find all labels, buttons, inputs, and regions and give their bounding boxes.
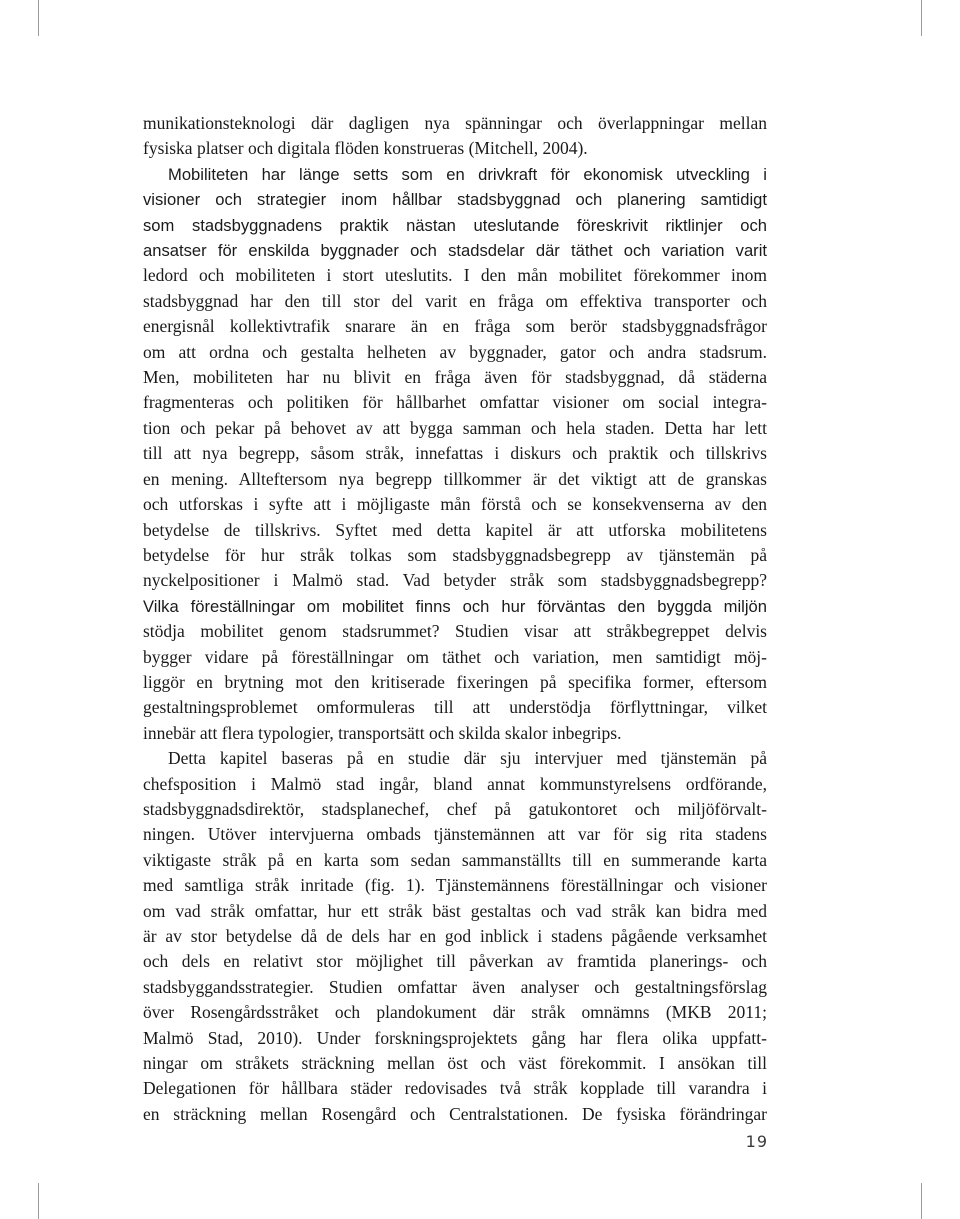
text-line: stadsbyggnad har den till stor del varit en fråga om effektiva transporter och [143,290,767,311]
text-line: nyckelpositioner i Malmö stad. Vad betyder stråk som stadsbyggnadsbegrepp? [143,570,767,591]
text-line: ningen. Utöver intervjuerna ombads tjänstemännen att var för sig rita stadens [143,824,767,845]
text-line: en sträckning mellan Rosengård och Centralstationen. De fysiska förändringar [143,1103,767,1124]
text-line: med samtliga stråk inritade (fig. 1). Tjänstemännens föreställningar och visioner [143,875,767,896]
crop-mark-bottom-right [921,1183,922,1219]
text-line: tion och pekar på behovet av att bygga samman och hela staden. Detta har lett [143,417,767,438]
text-line: är av stor betydelse då de dels har en god inblick i stadens pågående verksamhet [143,926,767,946]
text-line: stödja mobilitet genom stadsrummet? Studien visar att stråkbegreppet delvis [143,621,767,642]
text-line: till att nya begrepp, såsom stråk, innefattas i diskurs och praktik och tillskrivs [143,443,767,464]
text-line: chefsposition i Malmö stad ingår, bland annat kommunstyrelsens ordförande, [143,773,767,794]
text-line: Men, mobiliteten har nu blivit en fråga även för stadsbyggnad, då städerna [143,367,767,388]
text-line: betydelse de tillskrivs. Syftet med detta kapitel är att utforska mobilitetens [143,519,767,540]
text-line: Mobiliteten har länge setts som en drivkraft för ekonomisk utveckling i [168,164,767,184]
text-line: om vad stråk omfattar, hur ett stråk bäst gestaltas och vad stråk kan bidra med [143,900,767,921]
text-line: Vilka föreställningar om mobilitet finns och hur förväntas den byggda miljön [143,596,767,616]
text-line: ansatser för enskilda byggnader och stadsdelar där täthet och variation varit [143,241,767,261]
text-line: och utforskas i syfte att i möjligaste mån förstå och se konsekvenserna av den [143,494,767,515]
text-line: om att ordna och gestalta helheten av byggnader, gator och andra stadsrum. [143,341,767,362]
text-line: energisnål kollektivtrafik snarare än en fråga som berör stadsbyggnadsfrågor [143,316,767,337]
page-number: 19 [745,1132,768,1151]
crop-mark-top-left [38,0,39,36]
text-line: fysiska platser och digitala flöden konstrueras (Mitchell, 2004). [143,138,588,159]
text-line: som stadsbyggnadens praktik nästan uteslutande föreskrivit riktlinjer och [143,215,767,235]
text-line: viktigaste stråk på en karta som sedan sammanställts till en summerande karta [143,849,767,870]
text-line: Delegationen för hållbara städer redovisades två stråk kopplade till varandra i [143,1078,767,1099]
text-line: Malmö Stad, 2010). Under forskningsprojektets gång har flera olika uppfatt- [143,1027,767,1048]
text-line: en mening. Allteftersom nya begrepp tillkommer är det viktigt att de granskas [143,468,767,489]
text-line: gestaltningsproblemet omformuleras till att understödja förflyttningar, vilket [143,697,767,718]
crop-mark-top-right [921,0,922,36]
text-line: stadsbyggnadsdirektör, stadsplanechef, chef på gatukontoret och miljöförvalt- [143,798,767,819]
text-line: visioner och strategier inom hållbar stadsbyggnad och planering samtidigt [143,190,767,210]
text-line: liggör en brytning mot den kritiserade fixeringen på specifika former, eftersom [143,671,767,692]
text-line: ledord och mobiliteten i stort uteslutits. I den mån mobilitet förekommer inom [143,265,767,286]
text-line: stadsbyggandsstrategier. Studien omfattar även analyser och gestaltningsförslag [143,976,767,997]
text-line: Detta kapitel baseras på en studie där sju intervjuer med tjänstemän på [168,748,767,769]
crop-mark-bottom-left [38,1183,39,1219]
text-line: munikationsteknologi där dagligen nya spänningar och överlappningar mellan [143,113,767,133]
text-line: fragmenteras och politiken för hållbarhet omfattar visioner om social integra- [143,392,767,413]
text-line: betydelse för hur stråk tolkas som stadsbyggnadsbegrepp av tjänstemän på [143,544,767,565]
text-line: och dels en relativt stor möjlighet till påverkan av framtida planerings- och [143,951,767,972]
text-line: över Rosengårdsstråket och plandokument där stråk omnämns (MKB 2011; [143,1002,767,1023]
text-line: bygger vidare på föreställningar om täthet och variation, men samtidigt möj- [143,646,767,667]
text-line: innebär att flera typologier, transportsätt och skilda skalor inbegrips. [143,722,622,743]
body-text [143,111,767,1127]
text-line: ningar om stråkets sträckning mellan öst och väst förekommit. I ansökan till [143,1053,767,1074]
